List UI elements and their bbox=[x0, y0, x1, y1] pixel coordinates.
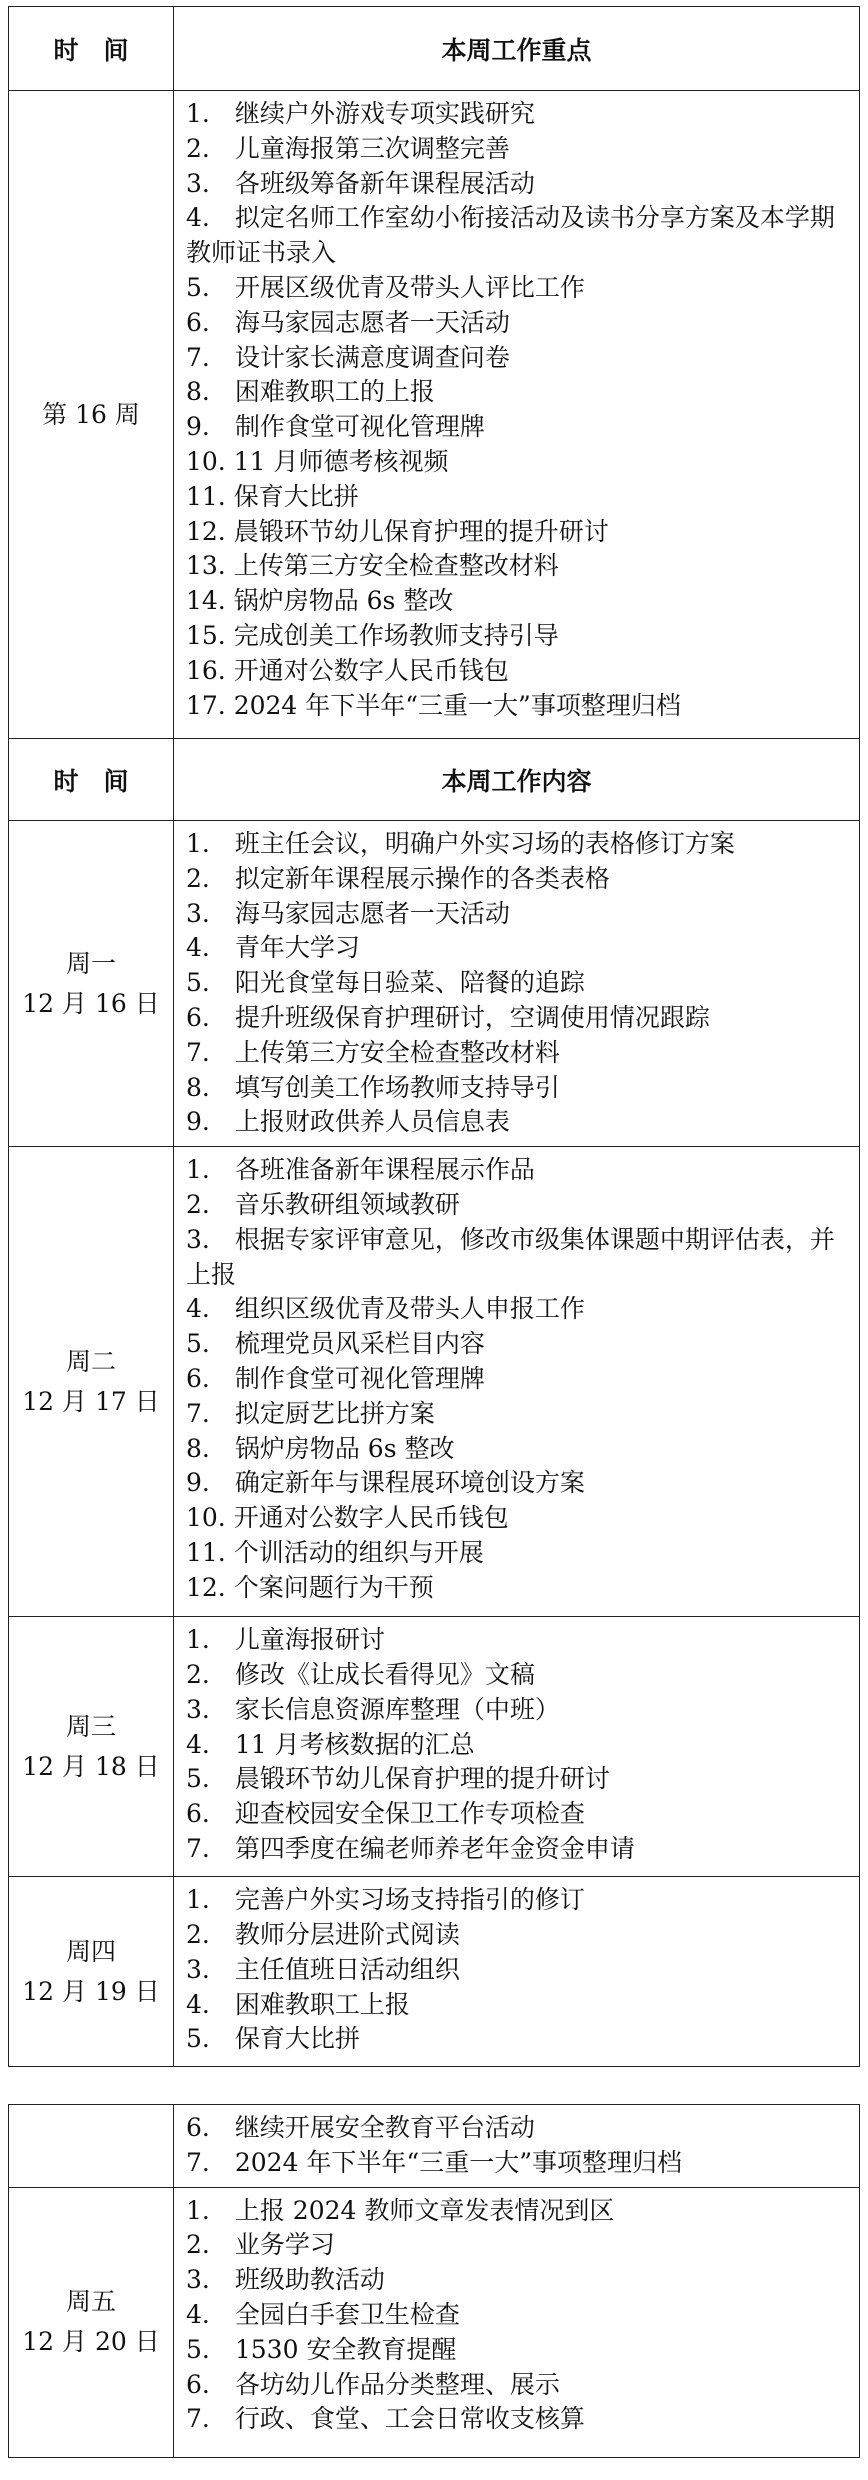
list-item: 5. 阳光食堂每日验菜、陪餐的追踪 bbox=[186, 968, 585, 998]
list-item: 3. 各班级筹备新年课程展活动 bbox=[186, 168, 535, 198]
continued-items-cell bbox=[174, 2105, 860, 2188]
list-item: 1. 儿童海报研讨 bbox=[186, 1625, 385, 1655]
day-row-mon bbox=[9, 821, 860, 1147]
list-item: 2. 儿童海报第三次调整完善 bbox=[186, 133, 510, 163]
list-item: 8. 锅炉房物品 6s 整改 bbox=[186, 1433, 455, 1463]
list-item: 2. 拟定新年课程展示操作的各类表格 bbox=[186, 863, 610, 893]
list-item: 11. 个训活动的组织与开展 bbox=[186, 1537, 484, 1567]
day-row-thu bbox=[9, 1877, 860, 2067]
list-item: 4. 青年大学习 bbox=[186, 933, 360, 963]
list-item: 5. 梳理党员风采栏目内容 bbox=[186, 1329, 485, 1359]
list-item: 9. 制作食堂可视化管理牌 bbox=[186, 412, 485, 442]
list-item: 1. 上报 2024 教师文章发表情况到区 bbox=[186, 2195, 615, 2225]
day-items-cell-thu bbox=[174, 1877, 860, 2067]
day-name: 周一 bbox=[65, 948, 116, 978]
header-weekly-content: 本周工作内容 bbox=[174, 739, 860, 821]
day-row-tue bbox=[9, 1147, 860, 1617]
list-item: 2. 业务学习 bbox=[186, 2230, 335, 2260]
day-items-mon bbox=[186, 827, 851, 1140]
list-item: 2. 修改《让成长看得见》文稿 bbox=[186, 1659, 535, 1689]
day-items-wed bbox=[186, 1623, 851, 1867]
work-plan-table-continued bbox=[8, 2104, 860, 2458]
day-name: 周五 bbox=[65, 2287, 116, 2317]
day-name: 周二 bbox=[65, 1346, 116, 1376]
continued-row bbox=[9, 2105, 860, 2188]
list-item: 4. 组织区级优青及带头人申报工作 bbox=[186, 1294, 585, 1324]
day-date: 12 月 20 日 bbox=[22, 2327, 160, 2357]
list-item: 6. 提升班级保育护理研讨，空调使用情况跟踪 bbox=[186, 1002, 710, 1032]
day-date: 12 月 17 日 bbox=[22, 1386, 160, 1416]
list-item: 15. 完成创美工作场教师支持引导 bbox=[186, 620, 559, 650]
day-items-cell-wed bbox=[174, 1617, 860, 1877]
list-item: 5. 保育大比拼 bbox=[186, 2024, 360, 2054]
list-item: 5. 晨锻环节幼儿保育护理的提升研讨 bbox=[186, 1764, 610, 1794]
day-label-thu bbox=[9, 1877, 174, 2067]
day-date: 12 月 18 日 bbox=[22, 1751, 160, 1781]
list-item: 1. 继续户外游戏专项实践研究 bbox=[186, 99, 535, 128]
list-item: 1. 各班准备新年课程展示作品 bbox=[186, 1155, 535, 1185]
list-item: 14. 锅炉房物品 6s 整改 bbox=[186, 586, 454, 616]
list-item: 9. 上报财政供养人员信息表 bbox=[186, 1107, 510, 1137]
list-item: 7. 拟定厨艺比拼方案 bbox=[186, 1398, 435, 1428]
list-item: 12. 个案问题行为干预 bbox=[186, 1572, 434, 1602]
list-item: 10. 11 月师德考核视频 bbox=[186, 446, 449, 476]
list-item: 17. 2024 年下半年“三重一大”事项整理归档 bbox=[186, 690, 681, 720]
week-row bbox=[9, 91, 860, 739]
list-item: 4. 11 月考核数据的汇总 bbox=[186, 1729, 475, 1759]
list-item: 4. 拟定名师工作室幼小衔接活动及读书分享方案及本学期教师证书录入 bbox=[186, 203, 835, 268]
list-item: 6. 制作食堂可视化管理牌 bbox=[186, 1363, 485, 1393]
day-items-tue bbox=[186, 1153, 851, 1605]
header-time: 时 间 bbox=[9, 7, 174, 91]
day-row-wed bbox=[9, 1617, 860, 1877]
day-name: 周三 bbox=[65, 1711, 116, 1741]
day-items-thu bbox=[186, 1883, 851, 2057]
list-item: 3. 根据专家评审意见，修改市级集体课题中期评估表，并上报 bbox=[186, 1224, 835, 1289]
header-row-content bbox=[9, 739, 860, 821]
list-item: 5. 1530 安全教育提醒 bbox=[186, 2334, 457, 2364]
week-focus-list bbox=[186, 97, 851, 723]
continued-items bbox=[186, 2111, 851, 2181]
list-item: 6. 迎查校园安全保卫工作专项检查 bbox=[186, 1799, 585, 1829]
list-item: 11. 保育大比拼 bbox=[186, 481, 359, 511]
list-item: 7. 2024 年下半年“三重一大”事项整理归档 bbox=[186, 2147, 682, 2177]
list-item: 3. 家长信息资源库整理（中班） bbox=[186, 1694, 560, 1724]
work-plan-table bbox=[8, 6, 860, 2067]
day-items-cell-tue bbox=[174, 1147, 860, 1617]
day-row-fri bbox=[9, 2187, 860, 2457]
list-item: 7. 行政、食堂、工会日常收支核算 bbox=[186, 2404, 585, 2434]
list-item: 12. 晨锻环节幼儿保育护理的提升研讨 bbox=[186, 516, 609, 546]
list-item: 8. 困难教职工的上报 bbox=[186, 377, 435, 407]
day-items-cell-fri bbox=[174, 2187, 860, 2457]
day-label-fri bbox=[9, 2187, 174, 2457]
list-item: 7. 上传第三方安全检查整改材料 bbox=[186, 1037, 560, 1067]
day-name: 周四 bbox=[65, 1936, 116, 1966]
list-item: 6. 继续开展安全教育平台活动 bbox=[186, 2113, 535, 2142]
header-time-2: 时 间 bbox=[9, 739, 174, 821]
list-item: 1. 完善户外实习场支持指引的修订 bbox=[186, 1885, 585, 1915]
list-item: 7. 第四季度在编老师养老年金资金申请 bbox=[186, 1833, 635, 1863]
day-date: 12 月 19 日 bbox=[22, 1976, 160, 2006]
list-item: 3. 主任值班日活动组织 bbox=[186, 1954, 460, 1984]
week-label: 第 16 周 bbox=[9, 91, 174, 739]
day-label-tue bbox=[9, 1147, 174, 1617]
list-item: 3. 班级助教活动 bbox=[186, 2265, 385, 2295]
week-focus-cell bbox=[174, 91, 860, 739]
list-item: 9. 确定新年与课程展环境创设方案 bbox=[186, 1468, 585, 1498]
day-items-fri bbox=[186, 2194, 851, 2438]
day-items-cell-mon bbox=[174, 821, 860, 1147]
continued-time-cell bbox=[9, 2105, 174, 2188]
list-item: 5. 开展区级优青及带头人评比工作 bbox=[186, 272, 585, 302]
list-item: 2. 音乐教研组领域教研 bbox=[186, 1189, 460, 1219]
list-item: 4. 困难教职工上报 bbox=[186, 1989, 410, 2019]
list-item: 2. 教师分层进阶式阅读 bbox=[186, 1919, 460, 1949]
header-row-focus bbox=[9, 7, 860, 91]
list-item: 16. 开通对公数字人民币钱包 bbox=[186, 655, 509, 685]
list-item: 1. 班主任会议，明确户外实习场的表格修订方案 bbox=[186, 829, 735, 858]
list-item: 4. 全园白手套卫生检查 bbox=[186, 2299, 460, 2329]
list-item: 8. 填写创美工作场教师支持导引 bbox=[186, 1072, 560, 1102]
list-item: 7. 设计家长满意度调查问卷 bbox=[186, 342, 510, 372]
day-label-mon bbox=[9, 821, 174, 1147]
day-label-wed bbox=[9, 1617, 174, 1877]
list-item: 10. 开通对公数字人民币钱包 bbox=[186, 1503, 509, 1533]
list-item: 3. 海马家园志愿者一天活动 bbox=[186, 898, 510, 928]
header-weekly-focus: 本周工作重点 bbox=[174, 7, 860, 91]
list-item: 6. 各坊幼儿作品分类整理、展示 bbox=[186, 2369, 560, 2399]
day-date: 12 月 16 日 bbox=[22, 988, 160, 1018]
list-item: 13. 上传第三方安全检查整改材料 bbox=[186, 551, 559, 581]
list-item: 6. 海马家园志愿者一天活动 bbox=[186, 307, 510, 337]
